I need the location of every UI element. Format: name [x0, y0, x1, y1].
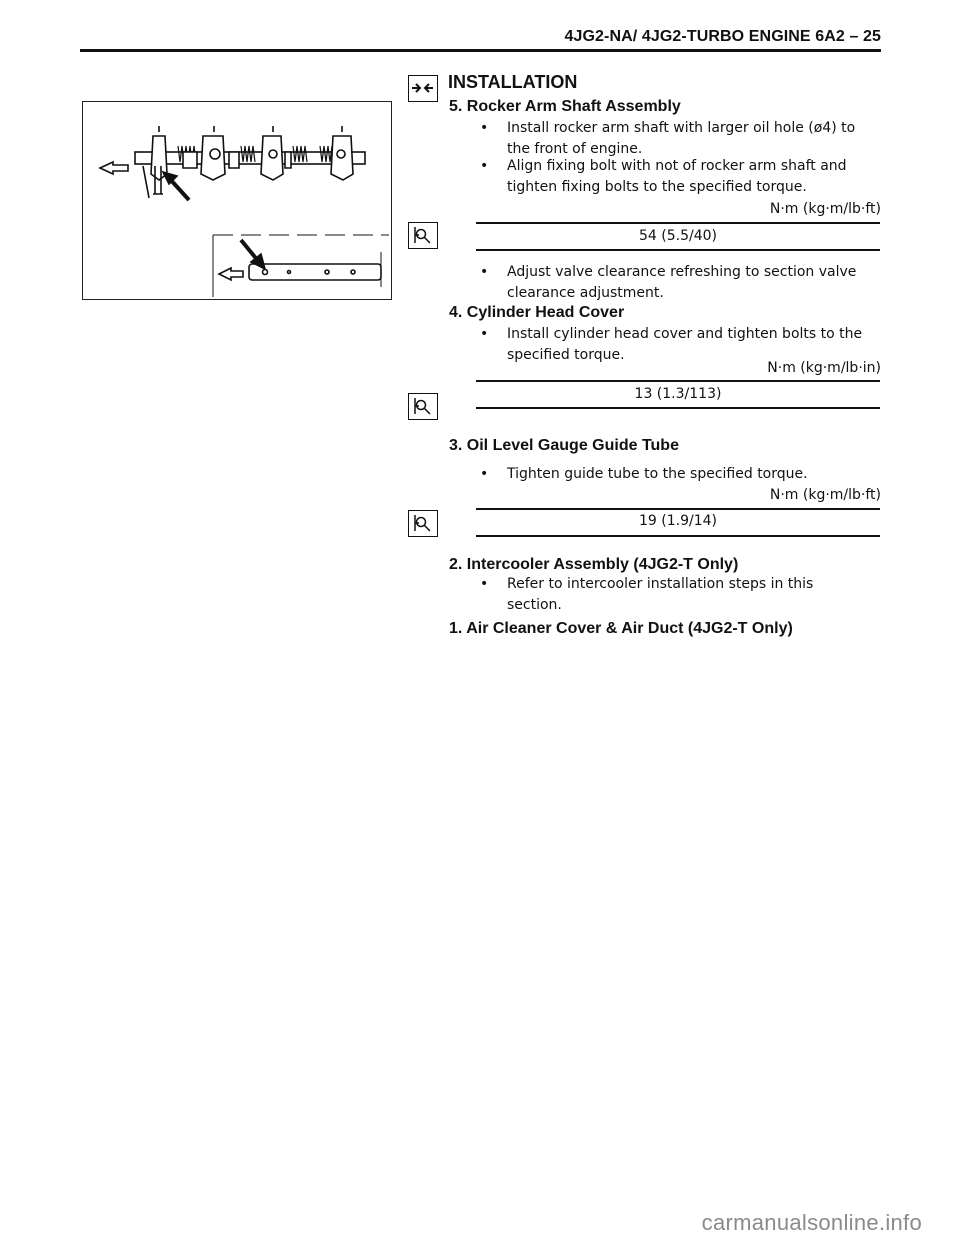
- section-title: INSTALLATION: [448, 72, 578, 92]
- list-item: [480, 464, 880, 486]
- torque-unit: N·m (kg·m/lb·ft): [769, 487, 881, 503]
- bullet-text: Adjust valve clearance refreshing to section valve clearance adjustment.: [507, 264, 857, 301]
- bullet-dot: •: [480, 264, 489, 280]
- item-title-oil-level-gauge-guide-tube: 3. Oil Level Gauge Guide Tube: [449, 437, 679, 454]
- list-item: [480, 574, 880, 618]
- bullet-text: Align fixing bolt with not of rocker arm shaft and tighten fixing bolts to the specified torque.: [507, 158, 847, 195]
- installation-arrows-icon: [408, 75, 438, 102]
- torque-wrench-icon: [408, 510, 438, 537]
- torque-wrench-icon: [408, 222, 438, 249]
- bullet-text: Tighten guide tube to the specified torque.: [507, 466, 808, 482]
- torque-table-rule-top: [476, 222, 880, 224]
- bullet-dot: •: [480, 576, 489, 592]
- bullet-dot: •: [480, 466, 489, 482]
- watermark: carmanualsonline.info: [701, 1210, 922, 1235]
- bullet-dot: •: [480, 326, 489, 342]
- torque-table-rule-top: [476, 508, 880, 510]
- torque-wrench-icon: [408, 393, 438, 420]
- torque-table-rule-bottom: [476, 249, 880, 251]
- item-title-air-cleaner-cover: 1. Air Cleaner Cover & Air Duct (4JG2-T Only): [449, 620, 793, 637]
- torque-table-rule-bottom: [476, 407, 880, 409]
- torque-unit: N·m (kg·m/lb·ft): [769, 201, 881, 217]
- front-arrow-lower-icon: [219, 268, 243, 280]
- bullet-text: Refer to intercooler installation steps in this section.: [507, 576, 814, 613]
- bullet-text: Install rocker arm shaft with larger oil hole (ø4) to the front of engine.: [507, 120, 856, 157]
- torque-table-rule-bottom: [476, 535, 880, 537]
- item-title-intercooler-assembly: 2. Intercooler Assembly (4JG2-T Only): [449, 556, 739, 573]
- torque-value: 54 (5.5/40): [639, 228, 717, 244]
- front-arrow-icon: [100, 162, 128, 174]
- list-item: [480, 262, 880, 306]
- torque-value: 19 (1.9/14): [639, 513, 717, 529]
- rocker-arm-shaft-figure: [82, 101, 392, 300]
- bullet-dot: •: [480, 158, 489, 174]
- list-item: [480, 156, 880, 200]
- bullet-dot: •: [480, 120, 489, 136]
- header-rule: [80, 49, 881, 52]
- item-title-rocker-arm-shaft: 5. Rocker Arm Shaft Assembly: [449, 98, 681, 115]
- item-title-cylinder-head-cover: 4. Cylinder Head Cover: [449, 304, 625, 321]
- page-header-title: 4JG2-NA/ 4JG2-TURBO ENGINE 6A2 – 25: [564, 28, 881, 45]
- rocker-arm-shaft-illustration: [83, 102, 391, 299]
- bullet-text: Install cylinder head cover and tighten bolts to the specified torque.: [507, 326, 863, 363]
- torque-unit: N·m (kg·m/lb·in): [767, 360, 881, 376]
- torque-table-rule-top: [476, 380, 880, 382]
- torque-value: 13 (1.3/113): [634, 386, 722, 402]
